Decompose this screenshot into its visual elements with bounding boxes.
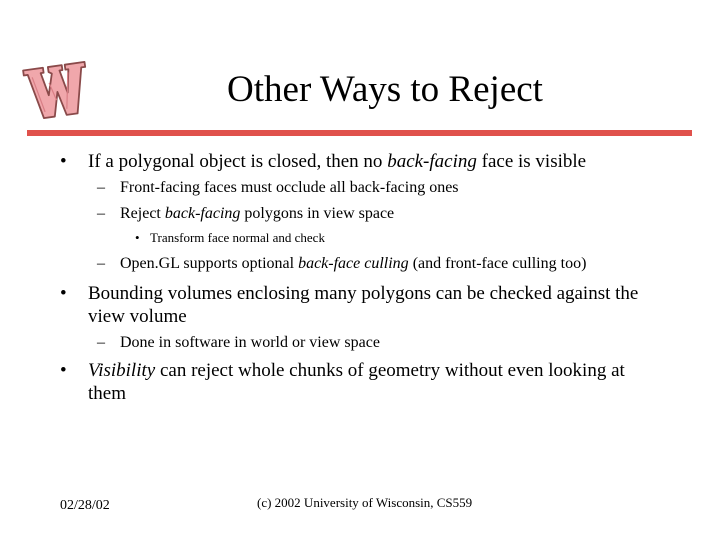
bullet-2-1: Done in software in world or view space: [120, 334, 380, 351]
bullet-3-line-2: them: [88, 383, 126, 404]
slide-title: Other Ways to Reject: [227, 69, 543, 110]
footer-date: 02/28/02: [60, 498, 110, 513]
bullet-dot-1: •: [60, 151, 67, 172]
bullet-dot-3: •: [60, 360, 67, 381]
dash-1-1: –: [97, 179, 105, 196]
bullet-1-2: Reject back-facing polygons in view space: [120, 205, 395, 222]
bullet-2-line-1: Bounding volumes enclosing many polygons can be checked against the: [88, 283, 639, 304]
bullet-2-line-2: view volume: [88, 306, 187, 327]
bullet-dot-2: •: [60, 283, 67, 304]
dash-2-1: –: [97, 334, 105, 351]
title-divider: [27, 130, 692, 136]
footer-copyright: (c) 2002 University of Wisconsin, CS559: [257, 495, 473, 510]
bullet-1-2-1: Transform face normal and check: [150, 230, 325, 245]
bullet-1: If a polygonal object is closed, then no back-facing face is visible: [88, 151, 587, 172]
university-w-logo-icon: [20, 52, 94, 126]
bullet-1-3: Open.GL supports optional back-face culling (and front-face culling too): [120, 255, 587, 272]
dash-1-3: –: [97, 255, 105, 272]
bullet-1-1: Front-facing faces must occlude all back-facing ones: [120, 179, 459, 196]
dot-1-2-1: •: [135, 230, 140, 245]
dash-1-2: –: [97, 205, 105, 222]
bullet-3-line-1: Visibility can reject whole chunks of geometry without even looking at: [88, 360, 625, 381]
